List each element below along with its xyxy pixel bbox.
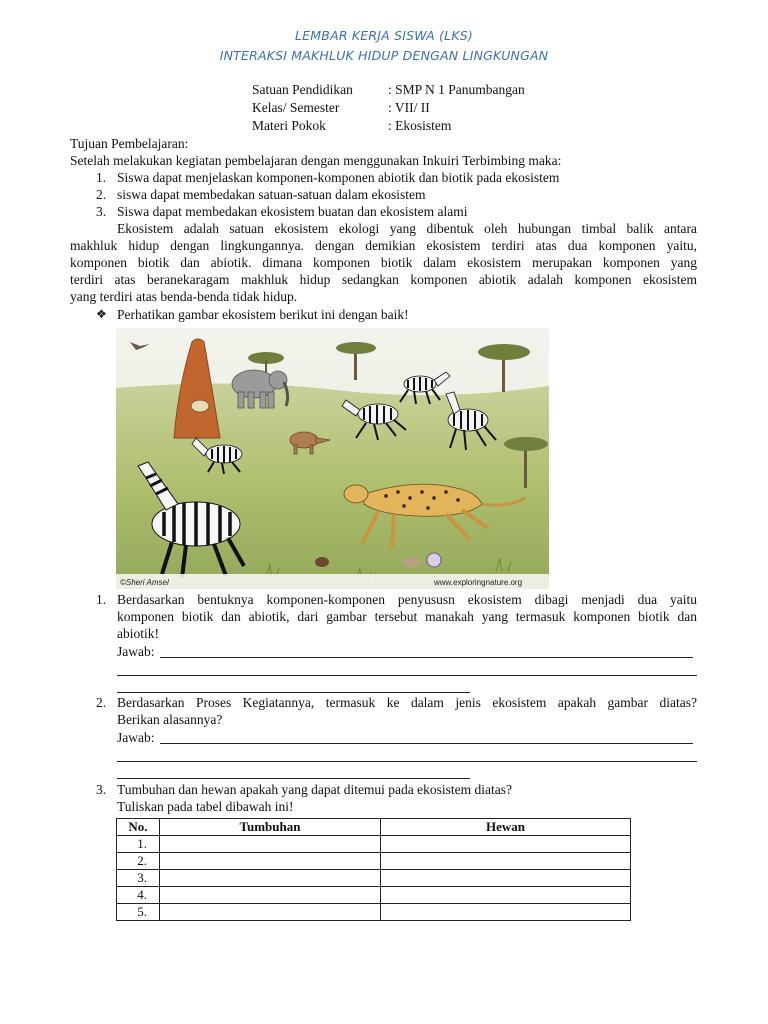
animal-cell[interactable] (381, 836, 631, 853)
meta-value-school: : SMP N 1 Panumbangan (388, 82, 525, 97)
row-number: 4. (117, 887, 160, 904)
worksheet-subtitle: INTERAKSI MAKHLUK HIDUP DENGAN LINGKUNGAN (219, 48, 549, 63)
question-number: 3. (96, 782, 107, 797)
answer-label: Jawab: (117, 644, 155, 659)
row-number: 3. (117, 870, 160, 887)
objective-item: siswa dapat membedakan satuan-satuan dalam ekosistem (117, 187, 426, 202)
table-row (117, 853, 631, 870)
objectives-intro: Setelah melakukan kegiatan pembelajaran dengan menggunakan Inkuiri Terbimbing maka: (70, 153, 562, 168)
question-text: Tumbuhan dan hewan apakah yang dapat ditemui pada ekosistem diatas? (117, 782, 513, 797)
question-text: Berdasarkan Proses Kegiatannya, termasuk ke dalam jenis ekosistem apakah gambar diatas? (117, 695, 697, 710)
table-row (117, 836, 631, 853)
animal-cell[interactable] (381, 853, 631, 870)
objective-number: 3. (96, 204, 107, 219)
answer-blank[interactable] (117, 675, 697, 676)
image-credit-right: www.exploringnature.org (434, 578, 523, 587)
plant-cell[interactable] (160, 887, 381, 904)
instruction-text: Perhatikan gambar ekosistem berikut ini dengan baik! (117, 307, 409, 322)
plant-cell[interactable] (160, 853, 381, 870)
question-text: abiotik! (117, 626, 159, 641)
worksheet-title: LEMBAR KERJA SISWA (LKS) (295, 28, 473, 43)
plant-cell[interactable] (160, 836, 381, 853)
objective-number: 1. (96, 170, 107, 185)
meta-value-topic: : Ekosistem (388, 118, 452, 133)
paragraph-line: terdiri atas beranekaragam makhluk hidup sedangkan komponen abiotik adalah komponen ekosistem (70, 272, 697, 287)
meta-value-class: : VII/ II (388, 100, 430, 115)
rock-icon (402, 556, 422, 568)
question-text: Tuliskan pada tabel dibawah ini! (117, 799, 294, 814)
table-header-plants: Tumbuhan (160, 819, 381, 836)
table-header-animals: Hewan (381, 819, 631, 836)
shell-icon (427, 553, 441, 567)
meta-label-class: Kelas/ Semester (252, 100, 340, 115)
question-text: Berdasarkan bentuknya komponen-komponen penyususn ekosistem dibagi menjadi dua yaitu (117, 592, 697, 607)
paragraph-line: Ekosistem adalah satuan ekosistem ekologi yang dibentuk oleh hubungan timbal balik antara (117, 221, 697, 236)
meta-label-school: Satuan Pendidikan (252, 82, 353, 97)
animal-cell[interactable] (381, 904, 631, 921)
question-text: Berikan alasannya? (117, 712, 223, 727)
row-number: 5. (117, 904, 160, 921)
question-number: 2. (96, 695, 107, 710)
objectives-heading: Tujuan Pembelajaran: (70, 136, 189, 151)
row-number: 1. (117, 836, 160, 853)
answer-blank[interactable] (117, 761, 697, 762)
meta-label-topic: Materi Pokok (252, 118, 326, 133)
question-number: 1. (96, 592, 107, 607)
animal-cell[interactable] (381, 887, 631, 904)
answer-blank[interactable] (160, 657, 693, 658)
paragraph-line: yang terdiri atas benda-benda tidak hidup. (70, 289, 298, 304)
answer-blank[interactable] (117, 778, 470, 779)
row-number: 2. (117, 853, 160, 870)
image-credit-left: ©Sheri Amsel (120, 578, 169, 587)
table-header-no: No. (117, 819, 160, 836)
dung-beetle-icon (315, 557, 329, 567)
table-row (117, 887, 631, 904)
answer-table (116, 818, 631, 921)
objective-item: Siswa dapat membedakan ekosistem buatan dan ekosistem alami (117, 204, 468, 219)
diamond-bullet-icon: ❖ (96, 307, 107, 321)
objective-item: Siswa dapat menjelaskan komponen-komponen abiotik dan biotik pada ekosistem (117, 170, 560, 185)
plant-cell[interactable] (160, 904, 381, 921)
answer-blank[interactable] (117, 692, 470, 693)
answer-label: Jawab: (117, 730, 155, 745)
paragraph-line: komponen biotik dan abiotik. dimana komponen biotik dalam ekosistem merupakan komponen yang (70, 255, 697, 270)
objective-number: 2. (96, 187, 107, 202)
paragraph-line: makhluk hidup dengan lingkungannya. dengan demikian ekosistem terdiri atas dua komponen yaitu, (70, 238, 697, 253)
animal-cell[interactable] (381, 870, 631, 887)
question-text: komponen biotik dan abiotik, dari gambar tersebut manakah yang termasuk komponen biotik dan (117, 609, 697, 624)
plant-cell[interactable] (160, 870, 381, 887)
savanna-ecosystem-illustration (116, 328, 549, 589)
answer-blank[interactable] (160, 743, 693, 744)
table-row (117, 870, 631, 887)
table-row (117, 904, 631, 921)
